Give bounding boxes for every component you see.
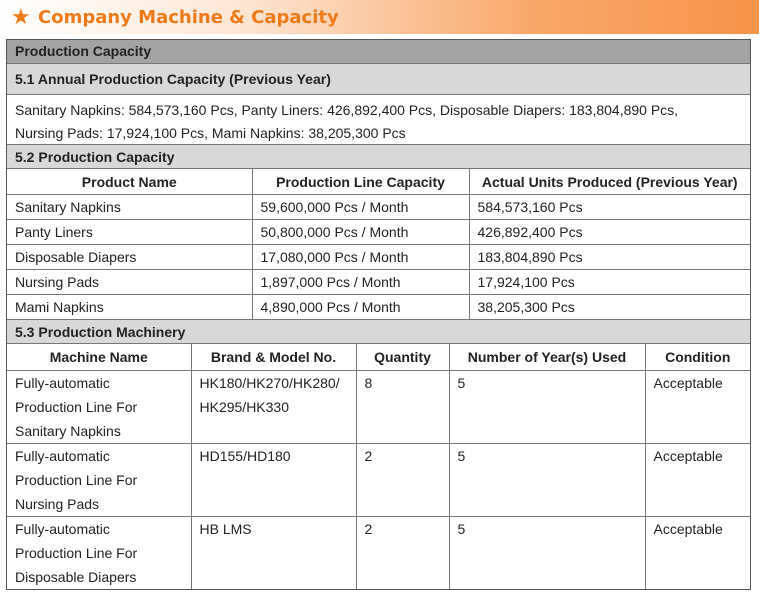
page-title: Company Machine & Capacity [38, 7, 339, 28]
annual-capacity-heading: 5.1 Annual Production Capacity (Previous Year) [7, 64, 750, 95]
line-capacity-cell: 1,897,000 Pcs / Month [252, 270, 469, 295]
quantity-cell: 8 [356, 371, 449, 444]
line-capacity-cell: 50,800,000 Pcs / Month [252, 220, 469, 245]
model-line: HK295/HK330 [199, 399, 290, 415]
column-header: Quantity [356, 344, 449, 371]
column-header: Product Name [7, 169, 252, 195]
table-row [7, 245, 750, 270]
table-header-row [7, 344, 750, 371]
annual-capacity-text [7, 95, 750, 145]
condition-cell: Acceptable [645, 444, 750, 517]
production-machinery-table [7, 344, 750, 589]
machine-name-line: Production Line For [15, 545, 138, 561]
column-header: Number of Year(s) Used [449, 344, 645, 371]
machine-name-line: Disposable Diapers [15, 569, 137, 585]
machine-name-line: Fully-automatic [15, 448, 110, 464]
page-banner [0, 0, 759, 34]
table-row [7, 270, 750, 295]
machine-name-line: Fully-automatic [15, 521, 110, 537]
annual-capacity-line-2: Nursing Pads: 17,924,100 Pcs, Mami Napkins: 38,205,300 Pcs [15, 125, 406, 141]
units-produced-cell: 584,573,160 Pcs [469, 195, 750, 220]
table-row [7, 195, 750, 220]
line-capacity-cell: 4,890,000 Pcs / Month [252, 295, 469, 320]
years-used-cell: 5 [449, 517, 645, 590]
product-name-cell: Nursing Pads [7, 270, 252, 295]
production-machinery-heading: 5.3 Production Machinery [7, 320, 750, 344]
model-line: HD155/HD180 [199, 448, 291, 464]
units-produced-cell: 17,924,100 Pcs [469, 270, 750, 295]
model-line: HK180/HK270/HK280/ [199, 375, 340, 391]
column-header: Machine Name [7, 344, 191, 371]
product-name-cell: Mami Napkins [7, 295, 252, 320]
table-row [7, 371, 750, 444]
table-row [7, 517, 750, 590]
table-header-row [7, 169, 750, 195]
condition-cell: Acceptable [653, 521, 723, 537]
machine-name-cell [7, 371, 191, 444]
years-used-cell: 5 [449, 371, 645, 444]
units-produced-cell: 426,892,400 Pcs [469, 220, 750, 245]
column-header: Production Line Capacity [252, 169, 469, 195]
table-row [7, 220, 750, 245]
column-header: Condition [645, 344, 750, 371]
line-capacity-cell: 17,080,000 Pcs / Month [252, 245, 469, 270]
star-icon: ★ [11, 4, 31, 29]
model-line: HB LMS [199, 521, 252, 537]
machine-name-line: Nursing Pads [15, 496, 100, 512]
machine-name-line: Sanitary Napkins [15, 423, 121, 439]
model-cell [191, 517, 356, 590]
product-name-cell: Disposable Diapers [7, 245, 252, 270]
annual-capacity-line-1: Sanitary Napkins: 584,573,160 Pcs, Panty Liners: 426,892,400 Pcs, Disposable Diapers: 183,804,890 Pcs, [15, 102, 679, 118]
section-title: Production Capacity [7, 40, 750, 64]
machine-name-cell [7, 517, 191, 590]
machine-name-line: Production Line For [15, 472, 138, 488]
condition-cell: Acceptable [645, 371, 750, 444]
units-produced-cell: 38,205,300 Pcs [469, 295, 750, 320]
product-name-cell: Sanitary Napkins [7, 195, 252, 220]
model-cell [191, 371, 356, 444]
quantity-cell: 2 [356, 517, 449, 590]
capacity-sheet [6, 39, 751, 590]
product-name-cell: Panty Liners [7, 220, 252, 245]
production-capacity-table [7, 169, 750, 320]
machine-name-line: Production Line For [15, 399, 138, 415]
units-produced-cell: 183,804,890 Pcs [469, 245, 750, 270]
quantity-cell: 2 [356, 444, 449, 517]
machine-name-cell [7, 444, 191, 517]
model-cell [191, 444, 356, 517]
years-used-cell: 5 [449, 444, 645, 517]
production-capacity-heading: 5.2 Production Capacity [7, 145, 750, 169]
table-row [7, 444, 750, 517]
column-header: Brand & Model No. [191, 344, 356, 371]
line-capacity-cell: 59,600,000 Pcs / Month [252, 195, 469, 220]
machine-name-line: Fully-automatic [15, 375, 110, 391]
table-row [7, 295, 750, 320]
column-header: Actual Units Produced (Previous Year) [469, 169, 750, 195]
